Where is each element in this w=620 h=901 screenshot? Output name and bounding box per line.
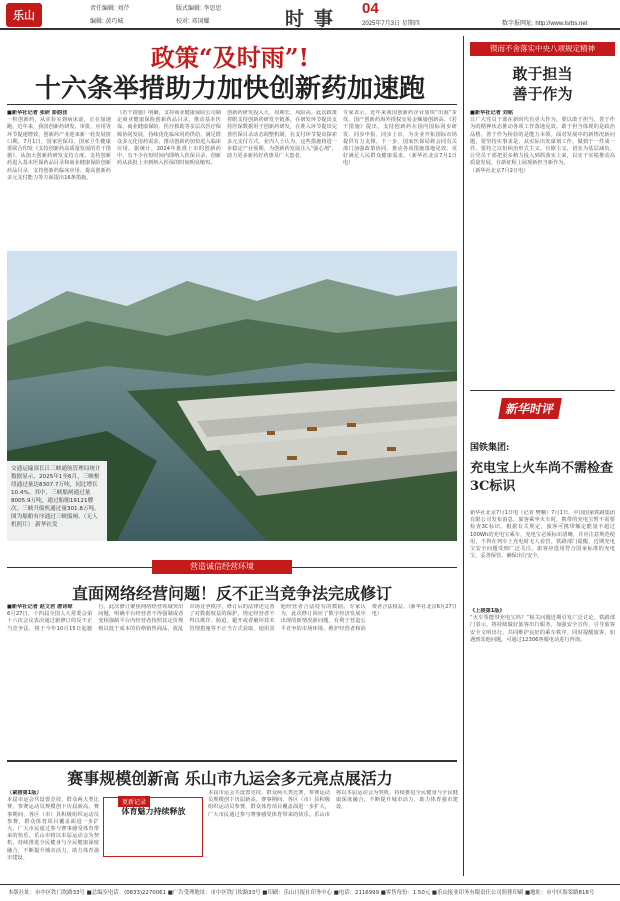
qa-title: 《上接第1版》 [470,608,505,614]
section3-inset-title: 体育魅力持续释放 [121,806,186,816]
design-line: 版式编辑: 李思思 [176,6,222,12]
check-line: 校对: 邓国耀 [176,19,210,25]
issue-date: 2025年7月3日 星期四 [362,21,420,27]
qa-text: “火车票能带充电宝吗？”相关问题近期引发广泛讨论。铁路部门表示，将持续做好旅客出行服务，加强安全宣传，引导旅客安全文明出行，共同维护良好的乘车秩序。同时提醒旅客，如遇到其他问题，可通过12306客服电话进行咨询。 [470,615,615,643]
xinhua-body [470,510,615,605]
xinhua-headline: 充电宝上火车尚不需检查3C标识 [470,461,614,494]
xinhua-text: 新华社北京7月1日电（记者 樊曦）7月1日，中国国家铁路集团有限公司发布消息，旅客乘坐火车时，携带的充电宝暂不需要检查3C标识。根据有关规定，旅客可携带额定能量不超过100Wh的充电宝乘车，充电宝必须标识清晰，并应注意规范使用，不得在列车上充电时无人看管。铁路部门提醒，近期充电宝安全问题受到广泛关注，旅客应选用符合国家标准的充电宝，妥善保管，确保出行安全。 [470,510,615,560]
editor-line-2: 编辑: 黄巧城 [90,19,124,25]
editor-line: 责任编辑: 刘芹 [90,6,130,12]
section3-headline: 赛事规模创新高 乐山市九运会多元亮点展活力 [67,769,393,788]
commentary-body [470,110,615,380]
section2-headline: 直面网络经营问题！反不正当竞争法完成修订 [71,584,392,603]
lead-col1-text: 一粒创新药，从实验室到病床前，正在加速跑。近年来，我国创新药研发、审批、应用等环节提速增效，创新药产业迎来新一轮发展窗口期。7月1日，国家医保局、国家卫生健康委联合印发《支持创新药高质量发展的若干措施》，从加大创新药研发支持力度、支持创新药进入基本医保药品目录和商业健康保险创新药品目录、支持创新药临床应用、提高创新药多元支付能力等方面提出16条措施。 [7,117,111,181]
section3-byline: （紧接第1版） [7,790,42,796]
photo-caption-text: 交通运输部长江三峡通航管理局统计数据显示，2025年1至6月，三峡枢纽通过量达8307.7万吨，同比增长10.4%。其中，三峡船闸通过量8005.9万吨，通过船舶19121艘次。三峡升船机通过量301.8万吨。图为船舶有序通过三峡船闸。（无人机照片） [11,466,101,528]
commentary-signoff: （新华社北京7月2日电） [470,167,529,174]
lead-column-3 [227,110,337,248]
masthead [0,0,620,30]
qa-body [470,608,615,878]
commentary-title-line-1: 敢于担当 [512,65,573,83]
section3-col-2 [208,790,458,880]
photo-caption [7,461,107,541]
xinhua-commentary-badge: 新华时评 [498,398,562,419]
section3-col-1 [7,790,99,880]
digital-edition-url[interactable]: 数字报网址: http://www.lsrbs.net [502,21,588,27]
section3-inset-kicker: 更新记录 [118,796,150,807]
commentary-byline: ■新华社记者 刘铭 [470,110,514,116]
lead-col3-text: 创新药研发投入大、周期长、风险高。此次政策着眼支持创新药研发全链条，在研发环节提出支持医保数据用于创新药研发，在准入环节提出完善医保目录动态调整机制，在支付环节提出探索多元支付方式。业内人士认为，这些措施将进一步稳定产业预期，为创新药发展注入“强心剂”，助力更多新药好药惠及广大患者。 [227,110,337,160]
right-column-divider [463,36,464,876]
section3-rule [7,760,457,762]
page-number: 04 [362,0,379,17]
commentary-text: 让广大党员干部在新时代有更大作为，要以敢于担当、善于作为的精神状态推动各项工作落地见效。敢于担当体现的是政治品格，善于作为检验的是能力本领。面对发展中的新情况新问题，要坚持实事求是，从实际出发谋划工作，做到干一件成一件。要持之以恒纠治形式主义、官僚主义，切实为基层减负，让党员干部把更多精力投入到抓落实上来，以实干实绩推动高质量发展，在新征程上展现新担当新作为。 [470,117,615,167]
lead-col2-text: 《若干措施》明确，支持商业健康保险公司制定商业健康保险创新药品目录，推动基本医保、商业健康保险、医疗救助等多层次医疗保障协同发展，持续优化临床用药供给，满足群众多元化用药需求，推动创新药加快进入临床应用。据统计，2024年批准上市的创新药中，有不少在短时间内即纳入医保目录，创新药从获批上市到纳入医保的时间明显缩短。 [117,110,221,167]
commentary-title-line-2: 善于作为 [512,85,573,103]
section3-text-2: 本届市运会共设置竞技、群众两大类比赛，参赛运动员规模创下历届新高。赛事期间，各区（市）县积极组织运动员参赛，群众体育项目覆盖面进一步扩大，广大市民通过参与赛事感受体育带来的快乐。乐山市将以本届运动会为契机，持续推进全民健身与全民健康深度融合，不断提升城市活力，助力体育强市建设。 [208,790,458,818]
commentary-title [470,64,615,104]
lead-col4-text: 专家表示，近年来我国创新药企业加快“出海”步伐，国产创新药海外授权交易金额屡创新高。《若干措施》提出，支持创新药在国内国际同步研发、同步申报、同步上市，为企业开拓国际市场提供有力支撑。下一步，国家医保局将会同有关部门加强政策协同，推动各项措施落地见效，更好满足人民群众健康需求。（新华社北京7月1日电） [343,110,457,167]
newspaper-logo: 乐山 [6,3,42,27]
lead-column-1 [7,110,111,248]
lead-divider [7,104,457,105]
footer-text: 本版社址：市中区铁门坎路33号 ■总编室电话：(0833)2270061 ■广告受理地址：市中区铁门坎路33号 ■印刷：乐山日报社印务中心 ■电话：2116999 ■零售每份：1.50元 ■乐山报业印务有限责任公司照排印刷 ■地址：市中区海棠路818号 [8,890,595,896]
lead-headline: 十六条举措助力加快创新药加速跑 [34,74,425,104]
section2-text: 6月27日，十四届全国人大常委会第十六次会议表决通过新修订的反不正当竞争法，将于今年10月15日起施行。此次修订聚焦网络经营领域突出问题，明确平台经营者不得强制或者变相强制平台内经营者按照其定价规则以低于成本的价格销售商品，扰乱市场竞争秩序。修订后的法律还完善了对数据权益的保护，规定经营者不得以欺诈、胁迫、避开或者破坏技术管理措施等不正当方式获取、使用其他经营者合法持有的数据。专家认为，此次修订回应了数字经济发展中出现的新情况新问题，有利于营造公平竞争的市场环境，维护经营者和消费者合法权益。（新华社北京6月27日电） [7,604,457,632]
lead-column-4 [343,110,457,248]
xinhua-divider [470,390,615,391]
section2-label: 营造诚信经营环境 [152,560,292,574]
section2-byline: ■新华社记者 赵文君 唐诗琼 [7,604,73,610]
section2-body [7,604,457,756]
section3-text: 本届市运会共设置竞技、群众两大类比赛，参赛运动员规模创下历届新高。赛事期间，各区（市）县积极组织运动员参赛，群众体育项目覆盖面进一步扩大，广大市民通过参与赛事感受体育带来的快乐。乐山市将以本届运动会为契机，持续推进全民健身与全民健康深度融合，不断提升城市活力，助力体育强市建设。 [7,797,99,861]
commentary-banner: 锲而不舍落实中央八项规定精神 [470,42,615,56]
section-name: 时事 [285,8,344,30]
xinhua-kicker: 国铁集团: [470,443,510,453]
lead-column-2 [117,110,221,248]
footer [0,884,620,901]
photo-credit: 新华社发 [35,522,58,528]
lead-kicker: 政策“及时雨”! [150,43,310,72]
lead-byline: ■新华社记者 张研 彭韵佳 [7,110,68,116]
